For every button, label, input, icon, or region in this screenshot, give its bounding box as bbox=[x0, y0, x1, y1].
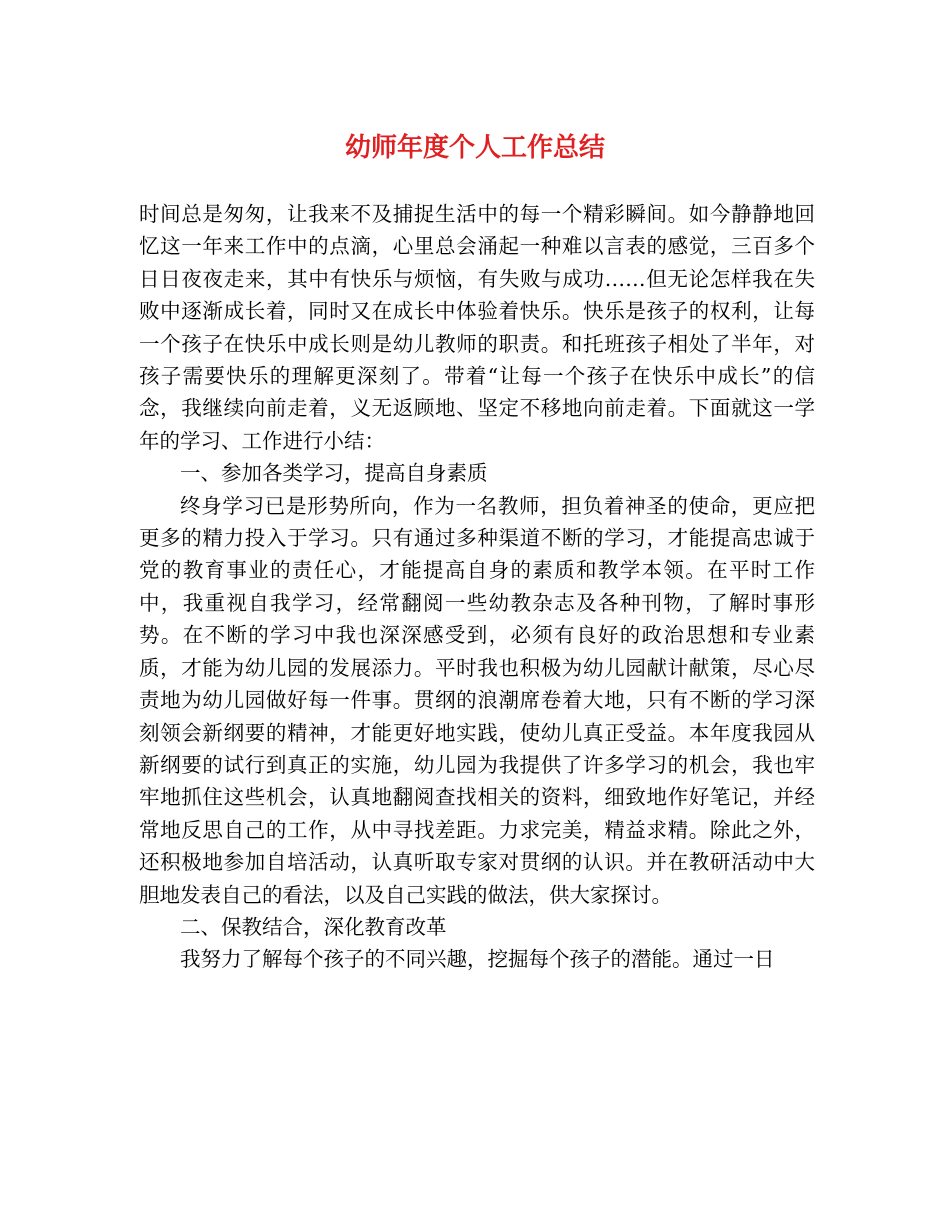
section-heading-2: 二、保教结合，深化教育改革 bbox=[180, 914, 447, 939]
paragraph-section-2: 我努力了解每个孩子的不同兴趣，挖掘每个孩子的潜能。通过一日 bbox=[180, 947, 775, 972]
document-body bbox=[139, 198, 815, 976]
document-title: 幼师年度个人工作总结 bbox=[344, 133, 605, 163]
paragraph-section-1: 终身学习已是形势所向，作为一名教师，担负着神圣的使命，更应把更多的精力投入于学习。只有通过多种渠道不断的学习，才能提高忠诚于党的教育事业的责任心，才能提高自身的素质和教学本领。在平时工作中，我重视自我学习，经常翻阅一些幼教杂志及各种刊物，了解时事形势。在不断的学习中我也深深感受到，必须有良好的政治思想和专业素质，才能为幼儿园的发展添力。平时我也积极为幼儿园献计献策，尽心尽责地为幼儿园做好每一件事。贯纲的浪潮席卷着大地，只有不断的学习深刻领会新纲要的精神，才能更好地实践，使幼儿真正受益。本年度我园从新纲要的试行到真正的实施，幼儿园为我提供了许多学习的机会，我也牢牢地抓住这些机会，认真地翻阅查找相关的资料，细致地作好笔记，并经常地反思自己的工作，从中寻找差距。力求完美，精益求精。除此之外，还积极地参加自培活动，认真听取专家对贯纲的认识。并在教研活动中大胆地发表自己的看法，以及自己实践的做法，供大家探讨。 bbox=[139, 493, 815, 907]
paragraph-intro: 时间总是匆匆，让我来不及捕捉生活中的每一个精彩瞬间。如今静静地回忆这一年来工作中的点滴，心里总会涌起一种难以言表的感觉，三百多个日日夜夜走来，其中有快乐与烦恼，有失败与成功……但无论怎样我在失败中逐渐成长着，同时又在成长中体验着快乐。快乐是孩子的权利，让每一个孩子在快乐中成长则是幼儿教师的职责。和托班孩子相处了半年，对孩子需要快乐的理解更深刻了。带着“让每一个孩子在快乐中成长”的信念，我继续向前走着，义无返顾地、坚定不移地向前走着。下面就这一学年的学习、工作进行小结： bbox=[139, 202, 815, 453]
section-heading-1: 一、参加各类学习，提高自身素质 bbox=[180, 461, 488, 486]
